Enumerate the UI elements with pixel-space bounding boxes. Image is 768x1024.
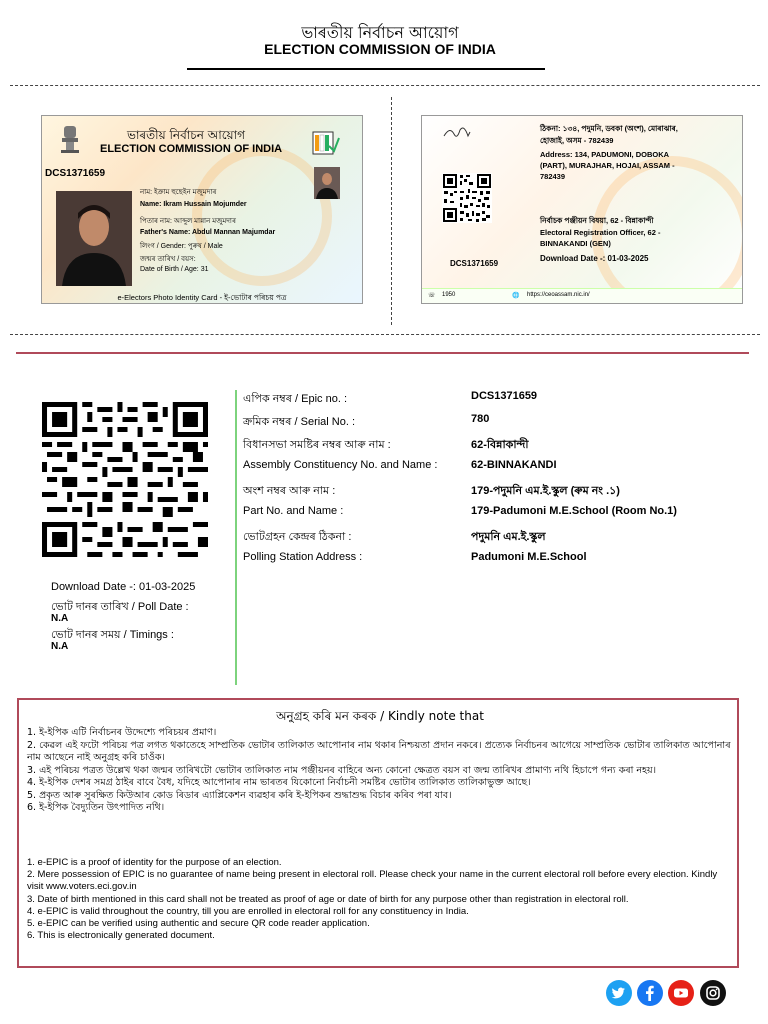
notes-title: অনুগ্ৰহ কৰি মন কৰক / Kindly note that: [276, 709, 484, 723]
note-item: 4. ই-ইপিক দেশৰ সমগ্ৰ ঠাইৰ বাবে বৈধ, যদিহে আপোনাৰ নাম ভাৰতৰ যিকোনো নিৰ্বাচনী সমষ্টিৰ ভোটাৰ তালিকাত তালিকাভুক্ত আছে।: [27, 777, 531, 788]
youtube-icon[interactable]: [668, 980, 694, 1006]
ero-english-line-1: Electoral Registration Officer, 62 -: [540, 228, 661, 237]
note-item: 2. Mere possession of EPIC is no guarantee of name being present in electoral roll. Please check your name in the current electoral roll before every election. Kindly visit www.voters.eci.gov.in: [27, 869, 718, 893]
note-item: 5. প্ৰকৃত আৰু সুৰক্ষিত কিউআৰ কোড ৰিডাৰ এ্যাপ্লিকেশন ব্যৱহাৰ কৰি ই-ইপিকৰ শুদ্ধাশুদ্ধ বিচাৰ কৰিব পৰা যাব।: [27, 789, 452, 801]
assembly-value-english: 62-BINNAKANDI: [471, 459, 557, 471]
note-item: 3. Date of birth mentioned in this card shall not be treated as proof of age or date of birth for any purpose other than registration in electoral roll.: [27, 893, 629, 905]
address-english-line-1: Address: 134, PADUMONI, DOBOKA: [540, 150, 670, 159]
facebook-icon[interactable]: [637, 980, 663, 1006]
download-date: Download Date -: 01-03-2025: [51, 581, 196, 593]
cut-line-bottom: [10, 334, 760, 335]
header-title-assamese: ভাৰতীয় নিৰ্বাচন আয়োগ: [301, 23, 459, 42]
card-download-date: Download Date -: 01-03-2025: [540, 254, 649, 263]
instagram-icon[interactable]: [700, 980, 726, 1006]
part-value-assamese: 179-পদুমনি এম.ই.স্কুল (ৰুম নং .১): [471, 485, 620, 497]
note-item: 6. ই-ইপিক বৈদ্যুতিন উৎপাদিত নথি।: [27, 802, 165, 813]
address-english-line-3: 782439: [540, 172, 566, 181]
epic-no-label: এপিক নম্বৰ / Epic no. :: [243, 393, 348, 405]
voting-logo-icon: [310, 128, 340, 158]
notes-list-english: [27, 857, 732, 942]
note-item: 5. e-EPIC can be verified using authentic and secure QR code reader application.: [27, 918, 370, 930]
phone-icon: ☏: [428, 293, 436, 299]
poll-date-label: ভোট দানৰ তাৰিখ / Poll Date :: [51, 601, 189, 613]
epic-no-value: DCS1371659: [471, 390, 538, 402]
polling-station-label-assamese: ভোটগ্ৰহন কেন্দ্ৰৰ ঠিকনা :: [243, 531, 352, 543]
gender: লিংগ / Gender: পুৰুষ / Male: [140, 243, 223, 250]
note-item: 4. e-EPIC is valid throughout the country, till you are enrolled in electoral roll for any constituency in India.: [27, 905, 469, 917]
note-item: 3. এই পৰিচয় পত্ৰত উল্লেখ থকা জন্মৰ তাৰিখটো ভোটাৰ তালিকাত নাম পঞ্জীয়নৰ বাহিৰে অন্য কোনো ক্ষেত্ৰত বয়স বা জন্ম তাৰিখৰ প্ৰামাণ্য নথি হিচাপে গন্য কৰা নহয়।: [27, 764, 657, 776]
note-item: 1. ই-ইপিক এটি নিৰ্বাচনৰ উদ্দেশ্যে পৰিচয়ৰ প্ৰমাণ।: [27, 727, 217, 738]
timings-label: ভোট দানৰ সময় / Timings :: [51, 629, 174, 641]
epic-card-back: [421, 115, 743, 304]
address-english-line-2: (PART), MURAJHAR, HOJAI, ASSAM -: [540, 161, 675, 170]
note-item: 2. কেৱল এই ফটো পৰিচয় পত্ৰ লগত থকাতেহে সাম্প্ৰতিক ভোটাৰ তালিকাত আপোনাৰ নাম থকাৰ নিশ্চয়তা প্ৰদান নকৰে। প্ৰত্যেক নিৰ্বাচনৰ আগেয়ে সাম্প্ৰতিক ভোটাৰ তালিকাত আপোনাৰ নাম আছেনে নাই অনুগ্ৰহ কৰি চাওঁক।: [27, 739, 731, 763]
note-item: 1. e-EPIC is a proof of identity for the purpose of an election.: [27, 857, 282, 868]
ero-english-line-2: BINNAKANDI (GEN): [540, 239, 611, 248]
helpline-number: 1950: [442, 292, 456, 298]
elector-photo: [56, 191, 132, 286]
header-underline: [187, 68, 545, 70]
card-title-assamese: ভাৰতীয় নিৰ্বাচন আয়োগ: [127, 128, 245, 142]
qr-code-icon: [442, 173, 492, 223]
part-value-english: 179-Padumoni M.E.School (Room No.1): [471, 505, 677, 517]
serial-no-value: 780: [471, 413, 490, 425]
address-assamese-line-2: হোজাই, অসম - 782439: [540, 136, 614, 145]
poll-date-value: N.A: [51, 613, 69, 624]
name-english: Name: Ikram Hussain Mojumder: [140, 201, 247, 208]
signature-icon: [442, 124, 472, 142]
name-assamese: নাম: ইক্ৰাম হুছেইন মজুমদাৰ: [140, 189, 217, 196]
ero-assamese: নিৰ্বাচক পঞ্জীয়ন বিষয়া, 62 - বিন্নাকান্দী: [540, 216, 654, 225]
epic-card-front: [41, 115, 363, 304]
part-label-english: Part No. and Name :: [243, 505, 344, 517]
cut-line-top: [10, 85, 760, 86]
globe-icon: 🌐: [512, 293, 520, 299]
card-epic-number: DCS1371659: [45, 168, 106, 179]
address-assamese-line-1: ঠিকনা: ১৩৪, পদুমনি, ডবকা (অংশ), মোৰাঝাৰ,: [540, 124, 678, 133]
twitter-icon[interactable]: [606, 980, 632, 1006]
assembly-label-assamese: বিধানসভা সমষ্টিৰ নম্বৰ আৰু নাম :: [243, 439, 391, 451]
notes-box: [17, 698, 739, 968]
elector-photo-thumbnail: [314, 167, 340, 199]
dob-assamese: জন্মৰ তাৰিখ / বয়স:: [140, 256, 196, 263]
section-divider: [16, 352, 749, 354]
polling-station-value-assamese: পদুমনি এম.ই.স্কুল: [471, 531, 546, 543]
header-title-english: ELECTION COMMISSION OF INDIA: [264, 41, 496, 57]
part-label-assamese: অংশ নম্বৰ আৰু নাম :: [243, 485, 336, 497]
card-title-english: ELECTION COMMISSION OF INDIA: [100, 143, 283, 155]
polling-station-value-english: Padumoni M.E.School: [471, 551, 587, 563]
serial-no-label: ক্ৰমিক নম্বৰ / Serial No. :: [243, 416, 356, 428]
column-divider: [235, 390, 237, 685]
father-name-assamese: পিতাৰ নাম: আব্দুল মান্নান মজুমদাৰ: [140, 218, 236, 225]
card-footer: e-Electors Photo Identity Card - ই-ভোটাৰ পৰিচয় পত্ৰ: [117, 293, 287, 302]
notes-list-assamese: [27, 727, 732, 815]
website-link[interactable]: https://ceoassam.nic.in/: [527, 292, 590, 298]
emblem-icon: [58, 124, 82, 158]
timings-value: N.A: [51, 641, 69, 652]
large-qr-code-icon: [42, 402, 208, 557]
polling-station-label-english: Polling Station Address :: [243, 551, 363, 563]
cut-line-middle: [391, 97, 392, 325]
assembly-value-assamese: 62-বিন্নাকান্দী: [471, 439, 529, 451]
father-name-english: Father's Name: Abdul Mannan Majumdar: [140, 229, 276, 236]
dob-english: Date of Birth / Age: 31: [140, 266, 209, 273]
card-back-epic-number: DCS1371659: [450, 259, 499, 268]
note-item: 6. This is electronically generated document.: [27, 930, 215, 942]
assembly-label-english: Assembly Constituency No. and Name :: [243, 459, 438, 471]
